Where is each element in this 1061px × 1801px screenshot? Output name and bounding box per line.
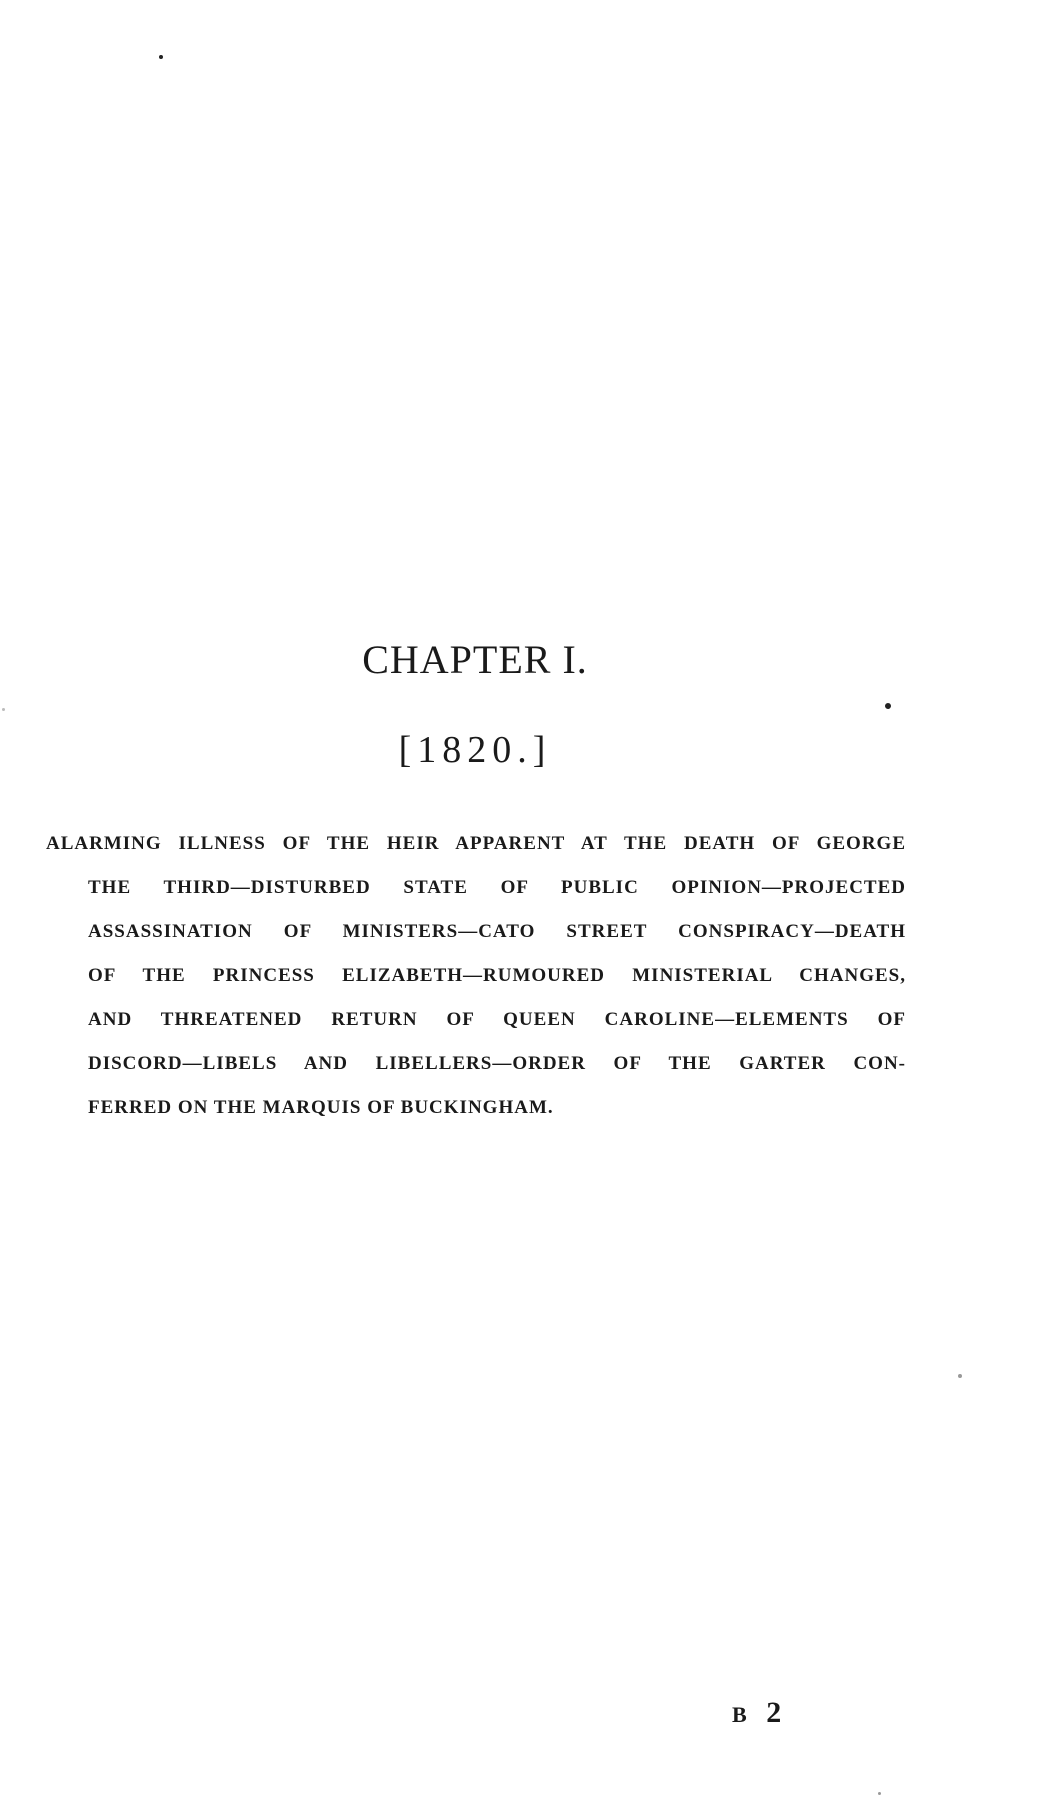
ink-speck (878, 1792, 881, 1795)
summary-line: THE THIRD—DISTURBED STATE OF PUBLIC OPINION—PROJECTED (88, 877, 906, 898)
ink-speck (159, 55, 163, 59)
chapter-summary (46, 822, 906, 1130)
signature-letter: B (732, 1702, 753, 1727)
ink-speck (885, 703, 891, 709)
chapter-year: [1820.] (398, 729, 552, 771)
summary-line: AND THREATENED RETURN OF QUEEN CAROLINE—ELEMENTS OF (88, 1009, 906, 1030)
summary-line: ALARMING ILLNESS OF THE HEIR APPARENT AT THE DEATH OF GEORGE (46, 833, 906, 854)
summary-line: DISCORD—LIBELS AND LIBELLERS—ORDER OF THE GARTER CON- (88, 1053, 906, 1074)
signature-number: 2 (766, 1696, 788, 1729)
summary-line: OF THE PRINCESS ELIZABETH—RUMOURED MINISTERIAL CHANGES, (88, 965, 906, 986)
ink-speck (2, 708, 5, 711)
summary-line: FERRED ON THE MARQUIS OF BUCKINGHAM. (88, 1097, 554, 1118)
summary-line: ASSASSINATION OF MINISTERS—CATO STREET CONSPIRACY—DEATH (88, 921, 906, 942)
signature-mark (732, 1696, 787, 1730)
ink-speck (958, 1374, 962, 1378)
chapter-title: CHAPTER I. (362, 637, 588, 682)
